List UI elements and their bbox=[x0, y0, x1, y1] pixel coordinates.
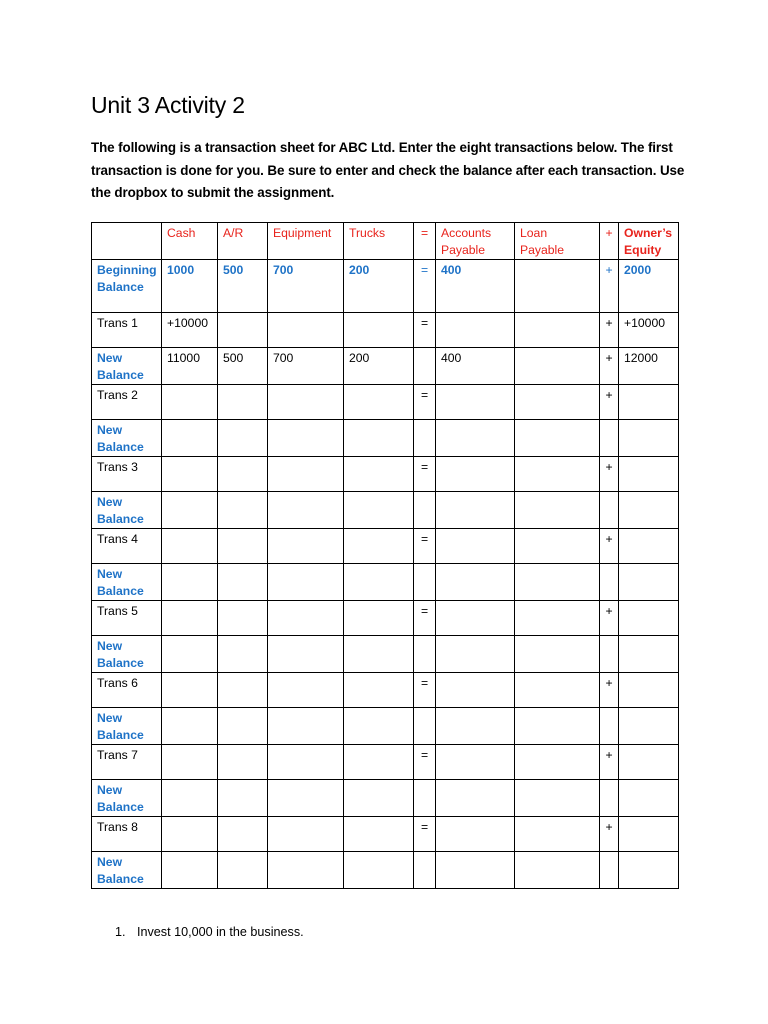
cell-accounts-payable[interactable] bbox=[436, 564, 515, 601]
cell-accounts-payable[interactable] bbox=[436, 492, 515, 529]
new-balance-row bbox=[92, 780, 679, 817]
cell-equals[interactable] bbox=[414, 348, 436, 385]
beginning-equipment: 700 bbox=[268, 260, 344, 313]
beginning-owners-equity: 2000 bbox=[619, 260, 679, 313]
cell-trucks[interactable] bbox=[344, 780, 414, 817]
cell-equipment[interactable]: 700 bbox=[268, 348, 344, 385]
cell-owners-equity[interactable] bbox=[619, 673, 679, 708]
cell-plus[interactable] bbox=[600, 636, 619, 673]
cell-ar[interactable] bbox=[218, 385, 268, 420]
cell-loan-payable[interactable] bbox=[515, 780, 600, 817]
cell-owners-equity[interactable] bbox=[619, 817, 679, 852]
new-balance-row bbox=[92, 636, 679, 673]
transaction-row bbox=[92, 673, 679, 708]
cell-plus[interactable]: + bbox=[600, 745, 619, 780]
cell-equals[interactable]: = bbox=[414, 745, 436, 780]
cell-equals[interactable] bbox=[414, 564, 436, 601]
cell-loan-payable[interactable] bbox=[515, 348, 600, 385]
beginning-equals: = bbox=[414, 260, 436, 313]
transaction-label: Trans 8 bbox=[92, 817, 162, 852]
header-accounts-payable: Accounts Payable bbox=[436, 223, 515, 260]
new-balance-row bbox=[92, 420, 679, 457]
header-equals: = bbox=[414, 223, 436, 260]
new-balance-row bbox=[92, 492, 679, 529]
cell-owners-equity[interactable] bbox=[619, 420, 679, 457]
cell-cash[interactable] bbox=[162, 457, 218, 492]
new-balance-label: New Balance bbox=[92, 492, 162, 529]
cell-owners-equity[interactable] bbox=[619, 457, 679, 492]
cell-plus[interactable] bbox=[600, 852, 619, 889]
cell-trucks[interactable] bbox=[344, 601, 414, 636]
cell-cash[interactable] bbox=[162, 601, 218, 636]
cell-cash[interactable] bbox=[162, 385, 218, 420]
cell-loan-payable[interactable] bbox=[515, 636, 600, 673]
cell-plus[interactable]: + bbox=[600, 601, 619, 636]
cell-equipment[interactable] bbox=[268, 852, 344, 889]
cell-owners-equity[interactable] bbox=[619, 708, 679, 745]
new-balance-row bbox=[92, 708, 679, 745]
cell-owners-equity[interactable] bbox=[619, 601, 679, 636]
cell-trucks[interactable] bbox=[344, 385, 414, 420]
cell-loan-payable[interactable] bbox=[515, 852, 600, 889]
header-label-cell bbox=[92, 223, 162, 260]
cell-cash[interactable]: +10000 bbox=[162, 313, 218, 348]
transaction-label: Trans 7 bbox=[92, 745, 162, 780]
new-balance-label: New Balance bbox=[92, 852, 162, 889]
transaction-label: Trans 4 bbox=[92, 529, 162, 564]
cell-accounts-payable[interactable] bbox=[436, 385, 515, 420]
cell-trucks[interactable] bbox=[344, 564, 414, 601]
instruction-text: Invest 10,000 in the business. bbox=[137, 925, 304, 939]
cell-accounts-payable[interactable] bbox=[436, 636, 515, 673]
transaction-row bbox=[92, 385, 679, 420]
transaction-row bbox=[92, 529, 679, 564]
new-balance-label: New Balance bbox=[92, 564, 162, 601]
cell-owners-equity[interactable] bbox=[619, 780, 679, 817]
header-owners-equity: Owner’s Equity bbox=[619, 223, 679, 260]
cell-ar[interactable] bbox=[218, 817, 268, 852]
cell-equipment[interactable] bbox=[268, 601, 344, 636]
cell-owners-equity[interactable] bbox=[619, 492, 679, 529]
cell-loan-payable[interactable] bbox=[515, 564, 600, 601]
cell-equals[interactable]: = bbox=[414, 385, 436, 420]
transaction-label: Trans 3 bbox=[92, 457, 162, 492]
cell-cash[interactable] bbox=[162, 708, 218, 745]
cell-accounts-payable[interactable] bbox=[436, 817, 515, 852]
cell-equipment[interactable] bbox=[268, 636, 344, 673]
cell-loan-payable[interactable] bbox=[515, 817, 600, 852]
cell-trucks[interactable] bbox=[344, 852, 414, 889]
header-loan-payable: Loan Payable bbox=[515, 223, 600, 260]
cell-equipment[interactable] bbox=[268, 564, 344, 601]
cell-cash[interactable] bbox=[162, 420, 218, 457]
cell-plus[interactable] bbox=[600, 708, 619, 745]
transaction-table bbox=[91, 222, 679, 889]
cell-accounts-payable[interactable] bbox=[436, 601, 515, 636]
new-balance-label: New Balance bbox=[92, 348, 162, 385]
cell-owners-equity[interactable] bbox=[619, 564, 679, 601]
cell-loan-payable[interactable] bbox=[515, 708, 600, 745]
cell-trucks[interactable] bbox=[344, 420, 414, 457]
cell-ar[interactable] bbox=[218, 492, 268, 529]
cell-equipment[interactable] bbox=[268, 385, 344, 420]
beginning-plus: + bbox=[600, 260, 619, 313]
header-cash: Cash bbox=[162, 223, 218, 260]
cell-accounts-payable[interactable] bbox=[436, 529, 515, 564]
cell-cash[interactable] bbox=[162, 636, 218, 673]
cell-plus[interactable]: + bbox=[600, 457, 619, 492]
cell-owners-equity[interactable] bbox=[619, 385, 679, 420]
cell-owners-equity[interactable]: 12000 bbox=[619, 348, 679, 385]
cell-trucks[interactable] bbox=[344, 708, 414, 745]
cell-plus[interactable] bbox=[600, 420, 619, 457]
cell-trucks[interactable] bbox=[344, 673, 414, 708]
cell-owners-equity[interactable] bbox=[619, 529, 679, 564]
cell-accounts-payable[interactable] bbox=[436, 852, 515, 889]
cell-equipment[interactable] bbox=[268, 457, 344, 492]
cell-ar[interactable] bbox=[218, 708, 268, 745]
cell-ar[interactable] bbox=[218, 673, 268, 708]
header-plus: + bbox=[600, 223, 619, 260]
beginning-loan-payable bbox=[515, 260, 600, 313]
cell-equipment[interactable] bbox=[268, 492, 344, 529]
cell-loan-payable[interactable] bbox=[515, 385, 600, 420]
cell-trucks[interactable]: 200 bbox=[344, 348, 414, 385]
beginning-accounts-payable: 400 bbox=[436, 260, 515, 313]
intro-paragraph: The following is a transaction sheet for ABC Ltd. Enter the eight transactions below. The first transaction is done for you. Be sure to enter and check the balance after each transaction. Use the dropbox to submit the assignment. bbox=[91, 140, 685, 200]
cell-loan-payable[interactable] bbox=[515, 601, 600, 636]
transaction-label: Trans 2 bbox=[92, 385, 162, 420]
new-balance-label: New Balance bbox=[92, 420, 162, 457]
cell-ar[interactable] bbox=[218, 780, 268, 817]
cell-equipment[interactable] bbox=[268, 708, 344, 745]
cell-accounts-payable[interactable] bbox=[436, 673, 515, 708]
cell-cash[interactable] bbox=[162, 817, 218, 852]
cell-plus[interactable]: + bbox=[600, 385, 619, 420]
cell-trucks[interactable] bbox=[344, 636, 414, 673]
cell-cash[interactable]: 11000 bbox=[162, 348, 218, 385]
cell-accounts-payable[interactable]: 400 bbox=[436, 348, 515, 385]
document-title: Unit 3 Activity 2 bbox=[91, 92, 245, 118]
instruction-list bbox=[115, 925, 304, 939]
cell-equals[interactable]: = bbox=[414, 457, 436, 492]
cell-plus[interactable] bbox=[600, 564, 619, 601]
cell-equipment[interactable] bbox=[268, 780, 344, 817]
cell-trucks[interactable] bbox=[344, 457, 414, 492]
cell-cash[interactable] bbox=[162, 529, 218, 564]
cell-cash[interactable] bbox=[162, 852, 218, 889]
new-balance-label: New Balance bbox=[92, 708, 162, 745]
cell-equipment[interactable] bbox=[268, 745, 344, 780]
cell-ar[interactable] bbox=[218, 564, 268, 601]
cell-plus[interactable]: + bbox=[600, 673, 619, 708]
cell-equals[interactable] bbox=[414, 708, 436, 745]
cell-trucks[interactable] bbox=[344, 745, 414, 780]
cell-equals[interactable]: = bbox=[414, 313, 436, 348]
cell-ar[interactable] bbox=[218, 852, 268, 889]
instruction-number: 1. bbox=[115, 925, 126, 939]
header-trucks: Trucks bbox=[344, 223, 414, 260]
cell-ar[interactable] bbox=[218, 601, 268, 636]
cell-loan-payable[interactable] bbox=[515, 457, 600, 492]
cell-ar[interactable] bbox=[218, 420, 268, 457]
cell-owners-equity[interactable] bbox=[619, 745, 679, 780]
cell-trucks[interactable] bbox=[344, 313, 414, 348]
cell-plus[interactable]: + bbox=[600, 529, 619, 564]
cell-plus[interactable] bbox=[600, 780, 619, 817]
beginning-trucks: 200 bbox=[344, 260, 414, 313]
cell-loan-payable[interactable] bbox=[515, 492, 600, 529]
new-balance-label: New Balance bbox=[92, 780, 162, 817]
cell-cash[interactable] bbox=[162, 492, 218, 529]
beginning-label: Beginning Balance bbox=[92, 260, 162, 313]
cell-equals[interactable] bbox=[414, 420, 436, 457]
cell-plus[interactable]: + bbox=[600, 313, 619, 348]
cell-plus[interactable]: + bbox=[600, 348, 619, 385]
cell-loan-payable[interactable] bbox=[515, 420, 600, 457]
transaction-row bbox=[92, 457, 679, 492]
cell-accounts-payable[interactable] bbox=[436, 457, 515, 492]
cell-loan-payable[interactable] bbox=[515, 673, 600, 708]
cell-owners-equity[interactable] bbox=[619, 636, 679, 673]
cell-equals[interactable] bbox=[414, 492, 436, 529]
cell-owners-equity[interactable]: +10000 bbox=[619, 313, 679, 348]
cell-equals[interactable]: = bbox=[414, 673, 436, 708]
cell-ar[interactable] bbox=[218, 529, 268, 564]
cell-loan-payable[interactable] bbox=[515, 745, 600, 780]
cell-trucks[interactable] bbox=[344, 817, 414, 852]
cell-equals[interactable] bbox=[414, 852, 436, 889]
cell-accounts-payable[interactable] bbox=[436, 780, 515, 817]
cell-loan-payable[interactable] bbox=[515, 529, 600, 564]
transaction-row bbox=[92, 745, 679, 780]
cell-equals[interactable] bbox=[414, 780, 436, 817]
header-equipment: Equipment bbox=[268, 223, 344, 260]
cell-ar[interactable] bbox=[218, 636, 268, 673]
new-balance-row bbox=[92, 564, 679, 601]
cell-accounts-payable[interactable] bbox=[436, 745, 515, 780]
cell-plus[interactable]: + bbox=[600, 817, 619, 852]
cell-equals[interactable]: = bbox=[414, 817, 436, 852]
cell-accounts-payable[interactable] bbox=[436, 708, 515, 745]
cell-trucks[interactable] bbox=[344, 529, 414, 564]
cell-accounts-payable[interactable] bbox=[436, 313, 515, 348]
cell-cash[interactable] bbox=[162, 564, 218, 601]
cell-equipment[interactable] bbox=[268, 313, 344, 348]
beginning-balance-row bbox=[92, 260, 679, 313]
cell-cash[interactable] bbox=[162, 780, 218, 817]
cell-trucks[interactable] bbox=[344, 492, 414, 529]
transaction-row bbox=[92, 817, 679, 852]
transaction-label: Trans 5 bbox=[92, 601, 162, 636]
transaction-label: Trans 1 bbox=[92, 313, 162, 348]
new-balance-row bbox=[92, 348, 679, 385]
header-row bbox=[92, 223, 679, 260]
cell-ar[interactable]: 500 bbox=[218, 348, 268, 385]
cell-ar[interactable] bbox=[218, 457, 268, 492]
cell-equals[interactable]: = bbox=[414, 601, 436, 636]
beginning-cash: 1000 bbox=[162, 260, 218, 313]
cell-equipment[interactable] bbox=[268, 529, 344, 564]
transaction-row bbox=[92, 313, 679, 348]
header-ar: A/R bbox=[218, 223, 268, 260]
beginning-ar: 500 bbox=[218, 260, 268, 313]
cell-equals[interactable]: = bbox=[414, 529, 436, 564]
cell-loan-payable[interactable] bbox=[515, 313, 600, 348]
cell-plus[interactable] bbox=[600, 492, 619, 529]
transaction-label: Trans 6 bbox=[92, 673, 162, 708]
cell-accounts-payable[interactable] bbox=[436, 420, 515, 457]
transaction-row bbox=[92, 601, 679, 636]
cell-equipment[interactable] bbox=[268, 673, 344, 708]
cell-equipment[interactable] bbox=[268, 420, 344, 457]
cell-equals[interactable] bbox=[414, 636, 436, 673]
cell-ar[interactable] bbox=[218, 313, 268, 348]
new-balance-label: New Balance bbox=[92, 636, 162, 673]
cell-ar[interactable] bbox=[218, 745, 268, 780]
new-balance-row bbox=[92, 852, 679, 889]
cell-owners-equity[interactable] bbox=[619, 852, 679, 889]
cell-cash[interactable] bbox=[162, 745, 218, 780]
cell-equipment[interactable] bbox=[268, 817, 344, 852]
cell-cash[interactable] bbox=[162, 673, 218, 708]
